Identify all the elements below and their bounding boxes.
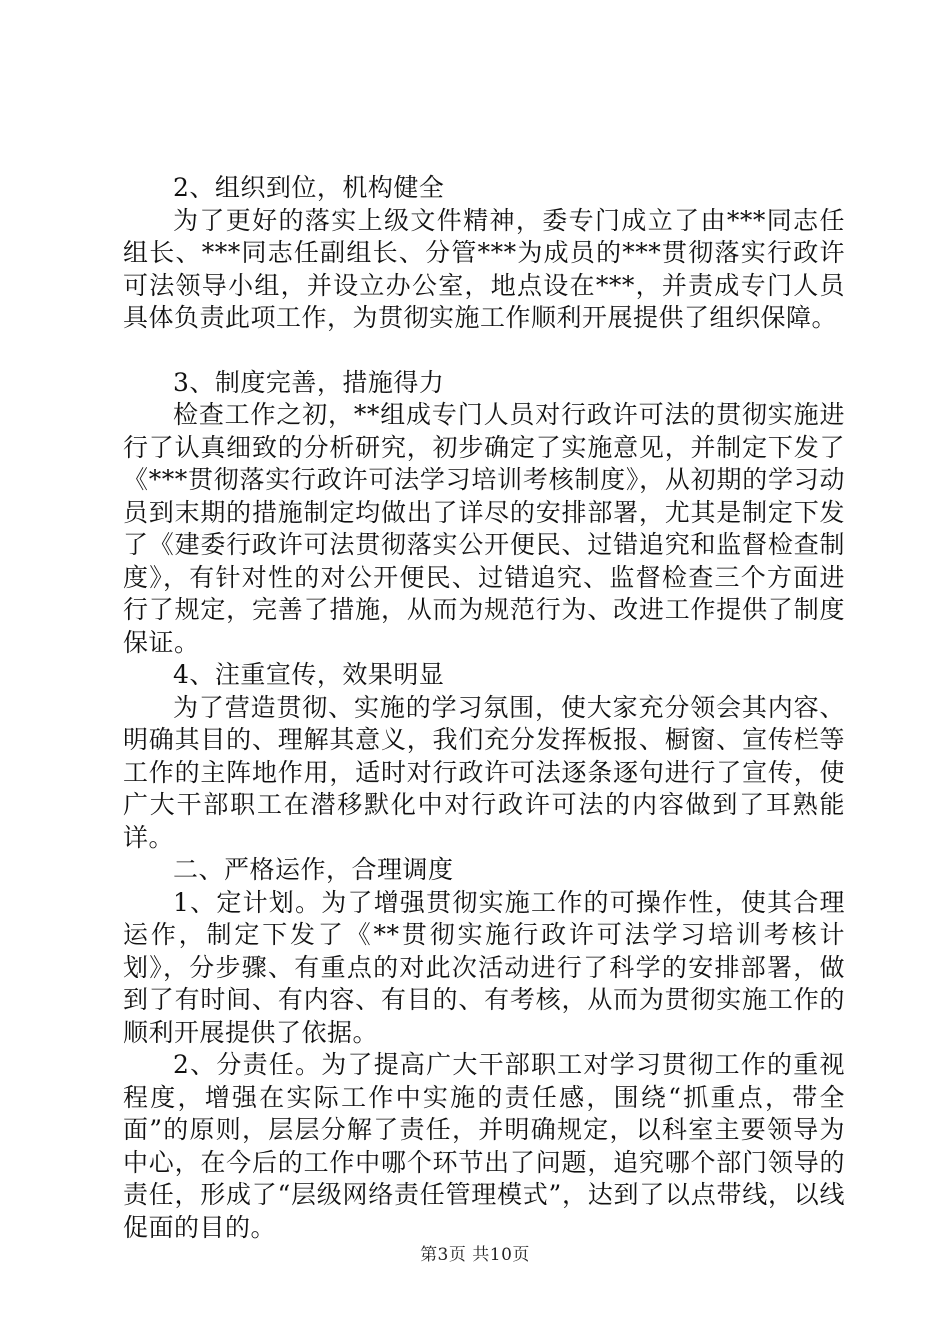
paragraph-organization: 为了更好的落实上级文件精神，委专门成立了由***同志任组长、***同志任副组长、分管***为成员的***贯彻落实行政许可法领导小组，并设立办公室，地点设在***，并责成专门人员具体负责此项工作，为贯彻实施工作顺利开展提供了组织保障。 bbox=[123, 205, 845, 332]
page-number-footer: 第3页 共10页 bbox=[420, 1245, 530, 1265]
section-heading-operation: 二、严格运作，合理调度 bbox=[173, 855, 454, 884]
document-body bbox=[123, 172, 845, 1244]
section-heading-organization: 2、组织到位，机构健全 bbox=[173, 173, 445, 202]
paragraph-gap bbox=[123, 335, 845, 367]
paragraph-system: 检查工作之初，**组成专门人员对行政许可法的贯彻实施进行了认真细致的分析研究，初步确定了实施意见，并制定下发了《***贯彻落实行政许可法学习培训考核制度》，从初期的学习动员到末期的措施制定均做出了详尽的安排部署，尤其是制定下发了《建委行政许可法贯彻落实公开便民、过错追究和监督检查制度》，有针对性的对公开便民、过错追究、监督检查三个方面进行了规定，完善了措施，从而为规范行为、改进工作提供了制度保证。 bbox=[123, 400, 845, 657]
section-heading-system: 3、制度完善，措施得力 bbox=[173, 367, 445, 397]
paragraph-plan: 1、定计划。为了增强贯彻实施工作的可操作性，使其合理运作，制定下发了《**贯彻实施行政许可法学习培训考核计划》，分步骤、有重点的对此次活动进行了科学的安排部署，做到了有时间、有内容、有目的、有考核，从而为贯彻实施工作的顺利开展提供了依据。 bbox=[123, 887, 845, 1047]
paragraph-publicity: 为了营造贯彻、实施的学习氛围，使大家充分领会其内容、明确其目的、理解其意义，我们充分发挥板报、橱窗、宣传栏等工作的主阵地作用，适时对行政许可法逐条逐句进行了宣传，使广大干部职工在潜移默化中对行政许可法的内容做到了耳熟能详。 bbox=[123, 692, 845, 852]
paragraph-responsibility: 2、分责任。为了提高广大干部职工对学习贯彻工作的重视程度，增强在实际工作中实施的责任感，围绕“抓重点，带全面”的原则，层层分解了责任，并明确规定，以科室主要领导为中心，在今后的工作中哪个环节出了问题，追究哪个部门领导的责任，形成了“层级网络责任管理模式”，达到了以点带线，以线促面的目的。 bbox=[123, 1050, 845, 1242]
section-heading-publicity: 4、注重宣传，效果明显 bbox=[173, 660, 445, 689]
